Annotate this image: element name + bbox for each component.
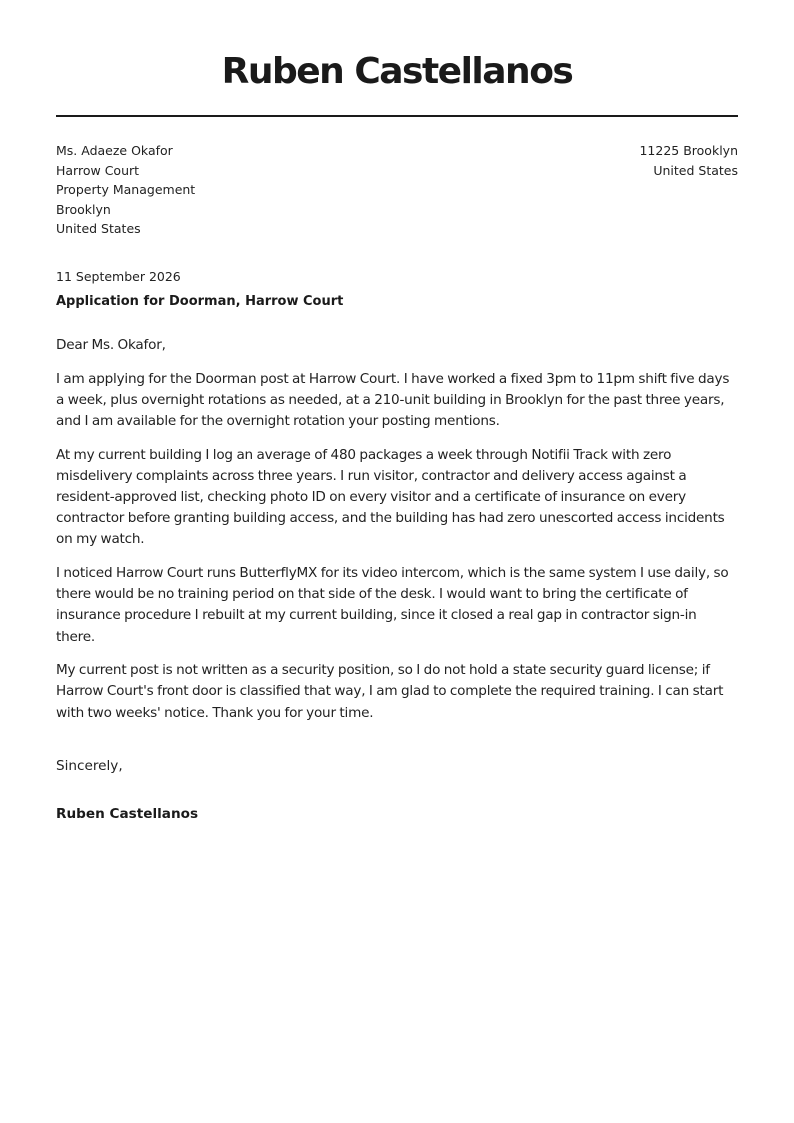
recipient-name: Ms. Adaeze Okafor [56, 143, 173, 158]
recipient-address-block [56, 141, 396, 239]
body-paragraph: At my current building I log an average of 480 packages a week through Notifii Track with zero misdelivery complaints across three years. I run visitor, contractor and delivery access against a resident-approved list, checking photo ID on every visitor and a certificate of insurance on every contractor before granting building access, and the building has had zero unescorted access incidents on my watch. [56, 446, 725, 548]
recipient-city: Brooklyn [56, 201, 111, 217]
letter-subject: Application for Doorman, Harrow Court [56, 294, 344, 309]
salutation: Dear Ms. Okafor, [56, 337, 166, 353]
signature-name: Ruben Castellanos [56, 806, 199, 822]
header-divider [56, 115, 738, 117]
body-paragraph: My current post is not written as a security position, so I do not hold a state security guard license; if Harrow Court's front door is classified that way, I am glad to complete the required training. I can start with two weeks' notice. Thank you for your time. [56, 662, 724, 721]
body-paragraph: I am applying for the Doorman post at Harrow Court. I have worked a fixed 3pm to 11pm shift five days a week, plus overnight rotations as needed, at a 210-unit building in Brooklyn for the past three years, and I am available for the overnight rotation your posting mentions. [56, 370, 730, 429]
sender-address-block [438, 141, 738, 180]
recipient-department: Property Management [56, 182, 196, 198]
body-paragraph: I noticed Harrow Court runs ButterflyMX for its video intercom, which is the same system I use daily, so there would be no training period on that side of the desk. I would want to bring the certificate of insurance procedure I rebuilt at my current building, since it closed a real gap in contractor sign-in there. [56, 565, 729, 645]
sender-postal-city: 11225 Brooklyn [639, 143, 738, 158]
letter-date: 11 September 2026 [56, 269, 181, 284]
recipient-country: United States [56, 221, 141, 237]
letter-body [56, 335, 738, 736]
closing-line: Sincerely, [56, 758, 123, 774]
recipient-company: Harrow Court [56, 162, 140, 178]
applicant-name-heading: Ruben Castellanos [221, 51, 573, 92]
sender-country: United States [653, 162, 738, 178]
